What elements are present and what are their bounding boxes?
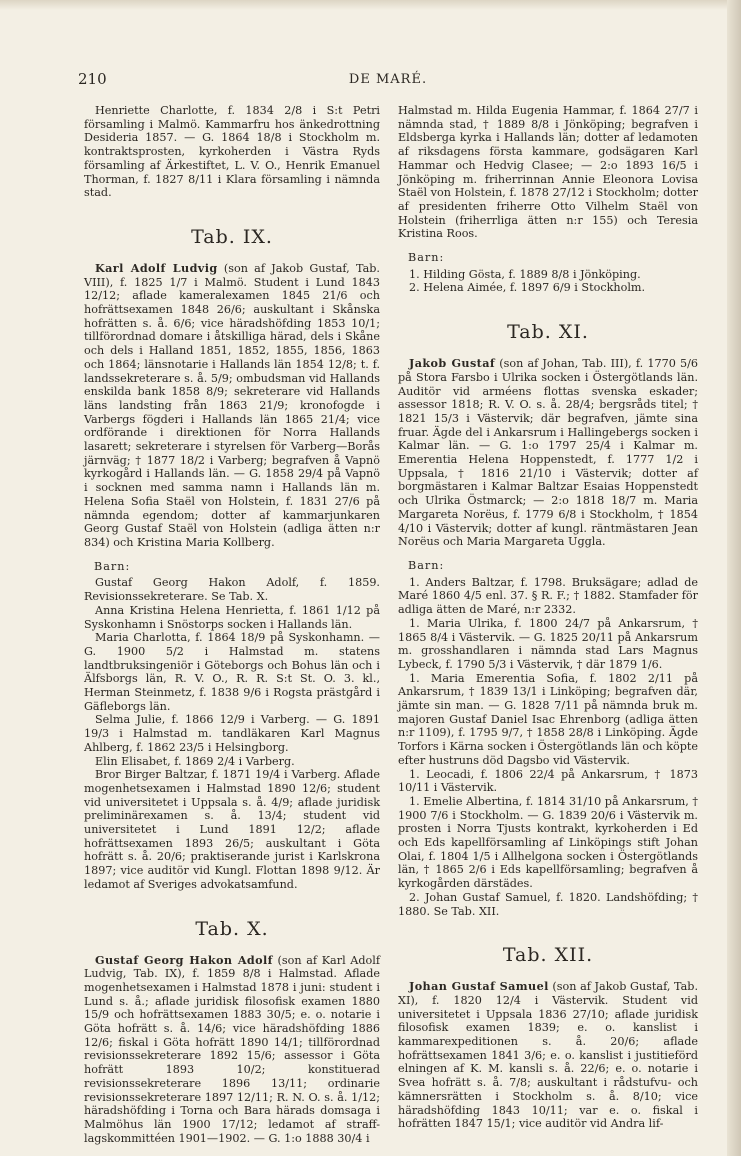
running-title: DE MARÉ. xyxy=(348,72,428,87)
right-top-paragraph: Halmstad m. Hilda Eugenia Hammar, f. 1864 27/7 i nämnda stad, † 1889 8/8 i Jönköping; begrafven i Eldsberga kyrka i Hallands län; dotter af ledamoten af riksdagens första kammare, godsägaren Karl Hammar och Hedvig Clasee; — 2:o 1893 16/5 i Jönköping m. friherrinnan Annie Eleonora Lovisa Staël von Holstein, f. 1878 27/12 i Stockholm; dotter af presidenten friherre Otto Vilhelm Staël von Holstein (friherrliga ätten n:r 155) och Teresia Kristina Roos. xyxy=(398,104,698,241)
tab-11-name: Jakob Gustaf xyxy=(409,356,496,371)
tab-11-text: (son af Johan, Tab. III), f. 1770 5/6 på Stora Farsbo i Ulrika socken i Östergötlands län. Auditör vid arméens flottas svenska eskader; assessor 1818; R. V. O. s. å. 28/4; bergsråds titel; † 1821 15/3 i Västervik; där begrafven, jämte sina fruar. Ägde del i Ankarsrum i Hallingebergs socken i Kalmar län. — G. 1:o 1797 25/4 i Kalmar m. Emerentia Helena Hoppenstedt, f. 1777 1/2 i Uppsala, † 1816 21/10 i Västervik; dotter af borgmästaren i Kalmar Baltzar Esaias Hoppenstedt och Ulrika Östmarck; — 2:o 1818 18/7 m. Maria Margareta Norëus, f. 1779 6/8 i Stockholm, † 1854 4/10 i Västervik; dotter af kungl. räntmästaren Jean Norëus och Maria Margareta Uggla. xyxy=(398,357,698,549)
tab-10-text: (son af Karl Adolf Ludvig, Tab. IX), f. 1859 8/8 i Halmstad. Aflade mogenhetsexamen i Halmstad 1878 i juni: student i Lund s. å.; aflade juridisk filosofisk examen 1880 15/9 och hofrättsexamen 1883 30/5; e. o. notarie i Göta hofrätt s. å. 14/6; vice häradshöfding 1886 12/6; fiskal i Göta hofrätt 1890 14/1; tillförordnad revisionssekreterare 1892 15/6; assessor i Göta hofrätt 1893 10/2; konstituerad revisionssekreterare 1896 13/11; ordinarie revisionssekreterare 1897 12/11; R. N. O. s. å. 1/12; häradshöfding i Torna och Bara härads domsaga i Malmöhus län 1900 17/12; ledamot af straff-lagskommittéen 1901—1902. — G. 1:o 1888 30/4 i xyxy=(84,953,381,1145)
tab-9-entry xyxy=(84,262,380,550)
child-entry: 1. Maria Ulrika, f. 1800 24/7 på Ankarsrum, † 1865 8/4 i Västervik. — G. 1825 20/11 på Ankarsrum m. grosshandlaren i nämnda stad Lars Magnus Lybeck, f. 1790 5/3 i Västervik, † där 1879 1/6. xyxy=(398,616,698,671)
child-entry: 1. Hilding Gösta, f. 1889 8/8 i Jönköping. xyxy=(409,267,641,281)
page-header xyxy=(78,70,698,92)
page-number: 210 xyxy=(78,70,107,88)
right-column xyxy=(398,104,698,1131)
tab-12-heading: Tab. XII. xyxy=(502,944,594,967)
tab-9-heading: Tab. IX. xyxy=(191,225,273,248)
tab-11-children-label: Barn: xyxy=(408,558,445,572)
tab-10-heading: Tab. X. xyxy=(195,917,269,940)
tab-10-entry xyxy=(84,954,380,1146)
child-entry: 1. Emelie Albertina, f. 1814 31/10 på Ankarsrum, † 1900 7/6 i Stockholm. — G. 1839 20/6 i Västervik m. prosten i Norra Tjusts kontrakt, kyrkoherden i Ed och Eds kapellförsamling af Linköpings stift Johan Olai, f. 1804 1/5 i Allhelgona socken i Östergötlands län, † 1865 2/6 i Eds kapellförsamling; begrafven å kyrkogården därstädes. xyxy=(398,794,698,891)
tab-9-children-label: Barn: xyxy=(94,559,131,573)
tab-11-heading: Tab. XI. xyxy=(507,321,589,344)
child-entry: Selma Julie, f. 1866 12/9 i Varberg. — G. 1891 19/3 i Halmstad m. tandläkaren Karl Magnus Ahlberg, f. 1862 23/5 i Helsingborg. xyxy=(84,713,380,754)
tab-9-text: (son af Jakob Gustaf, Tab. VIII), f. 1825 1/7 i Malmö. Student i Lund 1843 12/12; aflade kameralexamen 1845 21/6 och hofrättsexamen 1848 26/6; auskultant i Skånska hofrätten s. å. 6/6; vice häradshöfding 1853 10/1; tillförordnad domare i åtskilliga härad, dels i Skåne och dels i Halland 1851, 1852, 1855, 1856, 1863 och 1864; länsnotarie i Hallands län 1854 12/8; t. f. landssekreterare s. å. 5/9; ombudsman vid Hallands enskilda bank 1858 8/9; sekreterare vid Hallands läns landsting från 1863 21/9; kronofogde i Varbergs fögderi i Hallands län 1865 21/4; vice ordförande i direktionen för Norra Hallands lasarett; sekreterare i styrelsen för Varberg—Borås järnväg; † 1877 18/2 i Varberg; begrafven å Vapnö kyrkogård i Hallands län. — G. 1858 29/4 på Vapnö i socknen med samma namn i Hallands län m. Helena Sofia Staël von Holstein, f. 1831 27/6 på nämnda egendom; dotter af kammarjunkaren Georg Gustaf Staël von Holstein (adliga ätten n:r 834) och Kristina Maria Kollberg. xyxy=(84,261,380,549)
child-entry: 2. Johan Gustaf Samuel, f. 1820. Landshöfding; † 1880. Se Tab. XII. xyxy=(398,890,698,918)
tab-10-children-label: Barn: xyxy=(408,251,445,265)
tab-10-name: Gustaf Georg Hakon Adolf xyxy=(95,952,273,967)
tab-9-name: Karl Adolf Ludvig xyxy=(95,260,218,275)
child-entry: 1. Leocadi, f. 1806 22/4 på Ankarsrum, † 1873 10/11 i Västervik. xyxy=(398,767,698,795)
child-entry: Gustaf Georg Hakon Adolf, f. 1859. Revisionssekreterare. Se Tab. X. xyxy=(84,576,380,604)
tab-11-entry xyxy=(398,357,698,549)
tab-12-entry xyxy=(398,980,698,1131)
child-entry: 2. Helena Aimée, f. 1897 6/9 i Stockholm. xyxy=(409,281,646,295)
child-entry: Bror Birger Baltzar, f. 1871 19/4 i Varberg. Aflade mogenhetsexamen i Halmstad 1890 12/6; student vid universitetet i Uppsala s. å. 4/9; aflade juridisk preliminärexamen s. å. 13/4; student vid universitetet i Lund 1891 12/2; aflade hofrättsexamen 1893 26/5; auskultant i Göta hofrätt s. å. 20/6; praktiserande jurist i Karlskrona 1897; vice auditör vid Kungl. Flottan 1898 9/12. Är ledamot af Sveriges advokatsamfund. xyxy=(84,768,380,891)
tab-12-text: (son af Jakob Gustaf, Tab. XI), f. 1820 12/4 i Västervik. Student vid universitetet i Uppsala 1836 27/10; aflade juridisk filosofisk examen 1839; e. o. kanslist i kammarexpeditionen s. å. 20/6; aflade hofrättsexamen 1841 3/6; e. o. kanslist i justitieförd elningen af K. M. kansli s. å. 22/6; e. o. notarie i Svea hofrätt s. å. 7/8; auskultant i rådstufvu- och kämnersrätten i Stockholm s. å. 8/10; vice häradshöfding 1843 10/11; var e. o. fiskal i hofrätten 1847 15/1; vice auditör vid Andra lif- xyxy=(398,980,698,1131)
page-edge-top xyxy=(0,0,727,10)
child-entry: Elin Elisabet, f. 1869 2/4 i Varberg. xyxy=(95,754,295,768)
child-entry: Anna Kristina Helena Henrietta, f. 1861 1/12 på Syskonhamn i Snöstorps socken i Hallands län. xyxy=(84,603,380,631)
tab-12-name: Johan Gustaf Samuel xyxy=(409,979,549,994)
page-edge-right xyxy=(727,0,741,1156)
left-top-paragraph: Henriette Charlotte, f. 1834 2/8 i S:t Petri församling i Malmö. Kammarfru hos änkedrottning Desideria 1857. — G. 1864 18/8 i Stockholm m. kontraktsprosten, kyrkoherden i Västra Ryds församling af Ärkestiftet, L. V. O., Henrik Emanuel Thorman, f. 1827 8/11 i Klara församling i nämnda stad. xyxy=(84,104,380,200)
left-column xyxy=(84,104,380,1145)
child-entry: 1. Anders Baltzar, f. 1798. Bruksägare; adlad de Maré 1860 4/5 enl. 37. § R. F.; † 1882. Stamfader för adliga ätten de Maré, n:r 2332. xyxy=(398,575,698,617)
child-entry: 1. Maria Emerentia Sofia, f. 1802 2/11 på Ankarsrum, † 1839 13/1 i Linköping; begrafven där, jämte sin man. — G. 1828 7/11 på nämnda bruk m. majoren Gustaf Daniel Isac Ehrenborg (adliga ätten n:r 1109), f. 1795 9/7, † 1858 28/8 i Linköping. Ägde Torfors i Kärna socken i Östergötlands län och köpte efter hustruns död Dagsbo vid Västervik. xyxy=(398,671,698,767)
child-entry: Maria Charlotta, f. 1864 18/9 på Syskonhamn. — G. 1900 5/2 i Halmstad m. statens landtbruksingeniör i Göteborgs och Bohus län och i Älfsborgs län, R. V. O., R. R. S:t St. O. 3. kl., Herman Steinmetz, f. 1838 9/6 i Rogsta prästgård i Gäfleborgs län. xyxy=(84,631,380,713)
